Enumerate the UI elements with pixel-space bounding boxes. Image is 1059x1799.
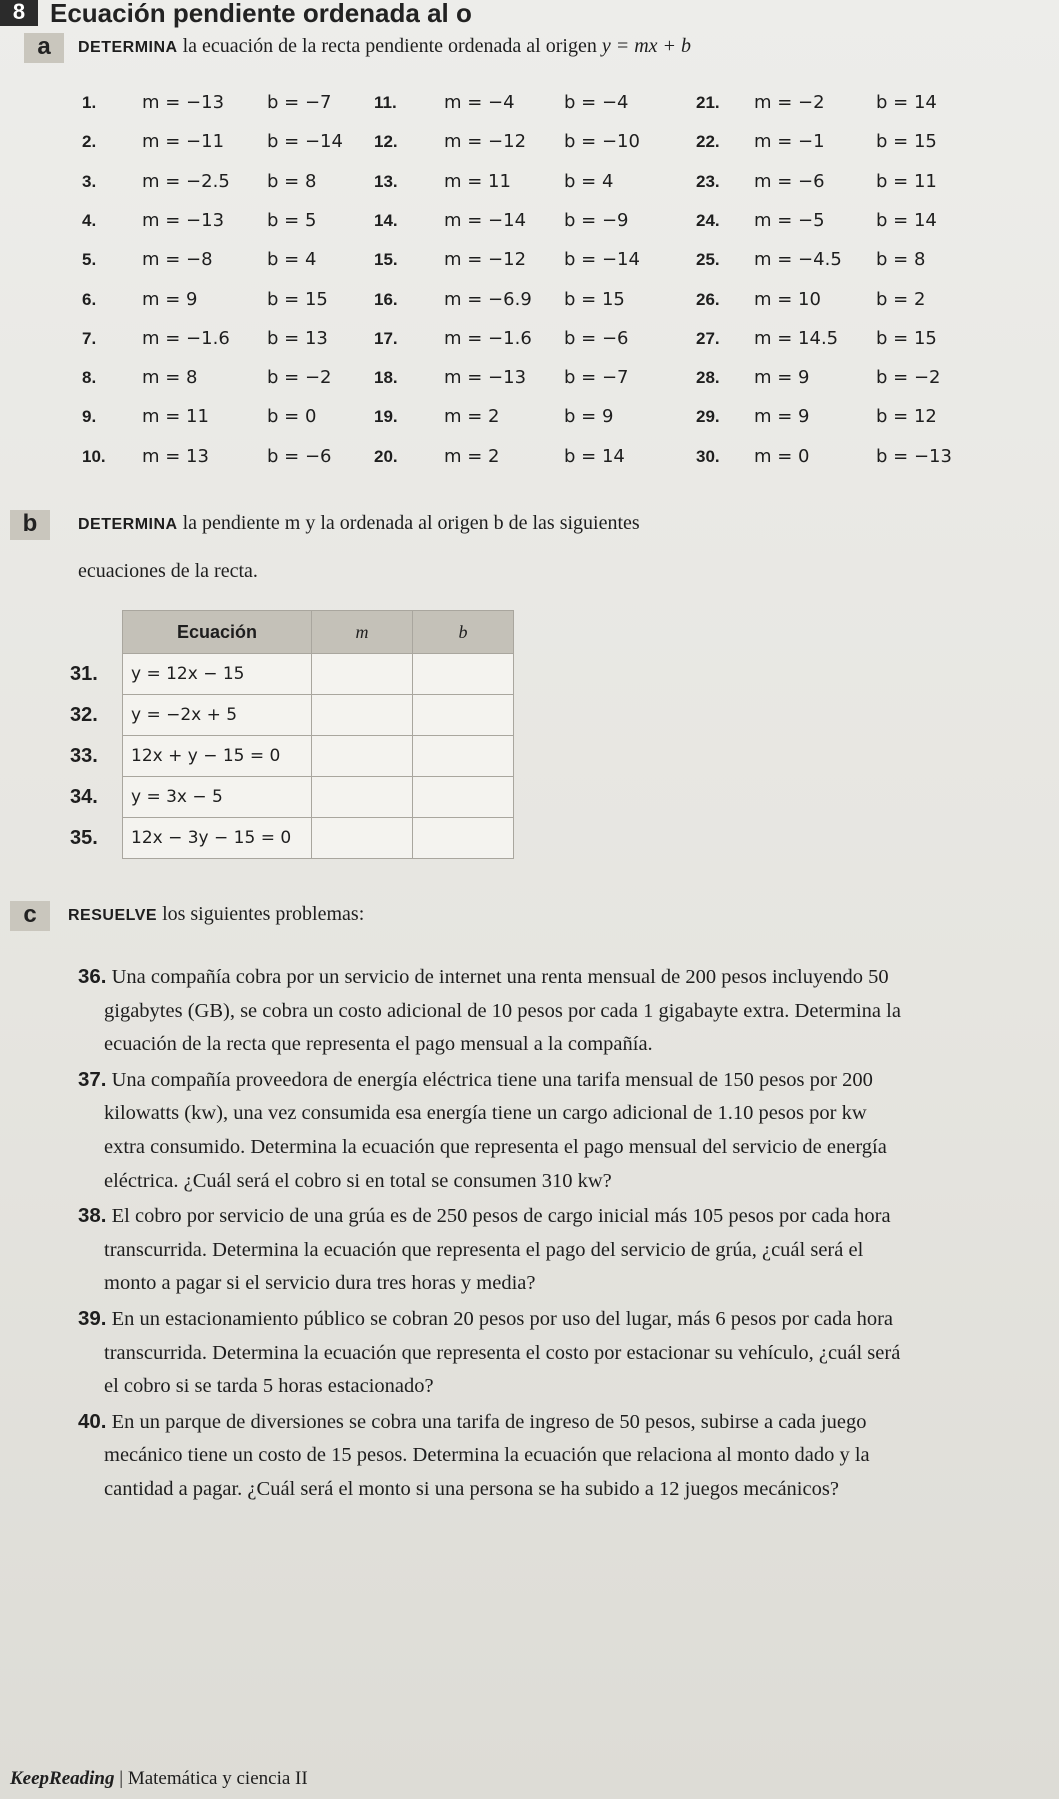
slope-value: m = 0	[754, 445, 810, 467]
intercept-answer-cell[interactable]	[413, 654, 514, 695]
slope-answer-cell[interactable]	[312, 818, 413, 859]
intercept-value: b = 5	[267, 209, 317, 231]
problem-number: 19.	[374, 407, 398, 427]
problem-number: 26.	[696, 289, 720, 309]
problem-number: 14.	[374, 210, 398, 230]
footer-brand: KeepReading	[10, 1768, 115, 1789]
intercept-answer-cell[interactable]	[413, 818, 514, 859]
equation-table-body	[123, 654, 514, 859]
intercept-value: b = 0	[267, 406, 317, 428]
problem-number: 24.	[696, 210, 720, 230]
slope-value: m = 11	[142, 406, 209, 428]
slope-value: m = −2	[754, 92, 825, 113]
intercept-value: b = −4	[564, 92, 629, 113]
problem-number: 18.	[374, 368, 398, 388]
section-b-keyword: DETERMINA	[78, 516, 178, 533]
problem-13	[374, 171, 634, 197]
problem-number: 9.	[82, 407, 97, 427]
slope-value: m = −13	[142, 209, 225, 231]
problem-number: 21.	[696, 93, 720, 112]
equation-row-35	[123, 818, 514, 859]
equation-table	[122, 610, 514, 859]
section-c-keyword: RESUELVE	[68, 907, 158, 924]
header-equation: Ecuación	[123, 611, 312, 654]
intercept-value: b = −14	[267, 131, 343, 153]
section-a-label: a	[24, 33, 64, 63]
intercept-value: b = 4	[267, 249, 317, 271]
slope-value: m = −2.5	[142, 170, 230, 192]
slope-value: m = −13	[444, 367, 527, 389]
unit-header	[0, 0, 1059, 26]
slope-value: m = 11	[444, 170, 511, 192]
word-problems	[78, 960, 908, 1508]
intercept-value: b = −2	[876, 367, 941, 389]
problem-15	[374, 249, 640, 275]
intercept-value: b = 4	[564, 170, 614, 192]
problem-28	[696, 367, 956, 393]
intercept-value: b = 9	[564, 406, 614, 428]
slope-value: m = −4	[444, 92, 515, 113]
problem-8	[82, 367, 342, 393]
section-a-keyword: DETERMINA	[78, 39, 178, 56]
problem-9	[82, 406, 342, 432]
word-problem-number: 36.	[78, 965, 107, 988]
problem-11	[374, 92, 634, 118]
word-problem-text: En un parque de diversiones se cobra una tarifa de ingreso de 50 pesos, subirse a cada juego mecánico tiene un costo de 15 pesos. Determina la ecuación que relaciona al monto dado y la cantidad a pagar. ¿Cuál será el monto si una persona se ha subido a 12 juegos mecánicos?	[104, 1410, 870, 1500]
equation-cell: y = 3x − 5	[123, 777, 312, 818]
unit-title: Ecuación pendiente ordenada al o	[50, 0, 472, 28]
problem-number: 17.	[374, 328, 398, 348]
header-m: m	[312, 611, 413, 654]
intercept-value: b = 15	[876, 327, 937, 349]
word-problem-number: 40.	[78, 1409, 107, 1433]
problem-number: 6.	[82, 289, 97, 309]
slope-value: m = −12	[444, 131, 527, 153]
slope-value: m = −8	[142, 249, 213, 271]
problem-number: 11.	[374, 93, 397, 112]
problem-number: 16.	[374, 289, 398, 309]
problem-27	[696, 328, 956, 354]
intercept-value: b = −9	[564, 209, 629, 231]
slope-answer-cell[interactable]	[312, 777, 413, 818]
problem-number: 13.	[374, 171, 398, 191]
slope-value: m = −6.9	[444, 288, 532, 310]
section-b-text: la pendiente m y la ordenada al origen b de las siguientes	[177, 512, 640, 534]
slope-value: m = −6	[754, 170, 825, 192]
problem-number: 28.	[696, 368, 720, 388]
section-b-instruction-line2: ecuaciones de la recta.	[78, 560, 258, 582]
equation-cell: 12x − 3y − 15 = 0	[123, 818, 312, 859]
section-a-formula: y = mx + b	[601, 35, 692, 57]
problem-number: 23.	[696, 171, 720, 191]
word-problem-text: En un estacionamiento público se cobran 20 pesos por uso del lugar, más 6 pesos por cada hora transcurrida. Determina la ecuación que representa el costo por estacionar su vehículo, ¿cuál será el cobro si se tarda 5 horas estacionado?	[104, 1307, 901, 1398]
problem-number: 20.	[374, 446, 398, 466]
problem-number: 15.	[374, 250, 398, 270]
page-footer	[10, 1768, 308, 1790]
word-problem-number: 37.	[78, 1067, 107, 1091]
word-problem-number: 38.	[78, 1204, 107, 1228]
slope-value: m = −1.6	[142, 327, 230, 349]
intercept-value: b = 8	[267, 170, 317, 192]
slope-answer-cell[interactable]	[312, 695, 413, 736]
equation-row-number: 32.	[70, 704, 98, 726]
problem-number: 10.	[82, 446, 106, 466]
slope-value: m = −12	[444, 249, 527, 271]
slope-value: m = 14.5	[754, 327, 839, 349]
equation-row-33	[123, 736, 514, 777]
equation-row-number: 35.	[70, 827, 98, 849]
equation-row-32	[123, 695, 514, 736]
intercept-value: b = 15	[564, 288, 625, 310]
intercept-answer-cell[interactable]	[413, 777, 514, 818]
problem-29	[696, 406, 956, 432]
intercept-value: b = 11	[876, 170, 937, 192]
section-b-instruction	[78, 512, 640, 535]
section-a-instruction	[78, 35, 691, 58]
footer-separator: |	[114, 1768, 128, 1789]
problem-number: 30.	[696, 446, 720, 466]
intercept-value: b = −13	[876, 445, 952, 467]
problem-6	[82, 289, 342, 315]
word-problem-40	[78, 1405, 908, 1507]
equation-row-34	[123, 777, 514, 818]
problem-14	[374, 210, 634, 236]
intercept-value: b = −6	[267, 445, 332, 467]
slope-value: m = 13	[142, 445, 209, 467]
problem-1	[82, 92, 342, 118]
problem-25	[696, 249, 956, 275]
intercept-value: b = 2	[876, 288, 926, 310]
problem-number: 27.	[696, 328, 720, 348]
problem-30	[696, 446, 956, 472]
word-problem-number: 39.	[78, 1306, 107, 1330]
footer-book: Matemática y ciencia II	[127, 1768, 308, 1789]
problem-17	[374, 328, 634, 354]
intercept-value: b = 14	[876, 209, 937, 231]
slope-value: m = 9	[142, 288, 198, 310]
intercept-value: b = 15	[267, 288, 328, 310]
problem-number: 1.	[82, 93, 97, 112]
header-b: b	[413, 611, 514, 654]
problem-number: 22.	[696, 132, 720, 152]
intercept-value: b = 15	[876, 131, 937, 153]
slope-value: m = −11	[142, 131, 225, 153]
problem-number: 7.	[82, 328, 97, 348]
problem-number: 2.	[82, 132, 97, 152]
intercept-value: b = −6	[564, 327, 629, 349]
intercept-value: b = −2	[267, 367, 332, 389]
equation-cell: y = 12x − 15	[123, 654, 312, 695]
slope-answer-cell[interactable]	[312, 654, 413, 695]
equation-row-31	[123, 654, 514, 695]
section-a-text: la ecuación de la recta pendiente ordenada al origen	[177, 35, 602, 57]
problem-number: 4.	[82, 210, 97, 230]
problem-26	[696, 289, 956, 315]
equation-cell: y = −2x + 5	[123, 695, 312, 736]
intercept-value: b = −14	[564, 249, 640, 271]
problem-7	[82, 328, 342, 354]
word-problem-37	[78, 1063, 908, 1198]
problem-24	[696, 210, 956, 236]
problem-5	[82, 249, 342, 275]
problem-number: 3.	[82, 171, 97, 191]
slope-value: m = 9	[754, 406, 810, 428]
slope-value: m = 10	[754, 288, 821, 310]
slope-value: m = −4.5	[754, 249, 842, 271]
word-problem-38	[78, 1199, 908, 1301]
slope-value: m = 9	[754, 367, 810, 389]
unit-number: 8	[0, 0, 38, 26]
intercept-value: b = 12	[876, 406, 937, 428]
intercept-value: b = 14	[564, 445, 625, 467]
slope-value: m = 2	[444, 445, 500, 467]
slope-value: m = −14	[444, 209, 527, 231]
word-problem-text: Una compañía proveedora de energía eléctrica tiene una tarifa mensual de 150 pesos por 200 kilowatts (kw), una vez consumida esa energía tiene un cargo adicional de 1.10 pesos por kw extra consumido. Determina la ecuación que representa el pago mensual del servicio de energía eléctrica. ¿Cuál será el cobro si en total se consumen 310 kw?	[104, 1068, 887, 1192]
slope-value: m = −1.6	[444, 327, 532, 349]
section-b-label: b	[10, 510, 50, 540]
word-problem-text: El cobro por servicio de una grúa es de 250 pesos de cargo inicial más 105 pesos por cada hora transcurrida. Determina la ecuación que representa el pago del servicio de grúa, ¿cuál será el monto a pagar si el servicio dura tres horas y media?	[104, 1205, 891, 1295]
slope-value: m = 8	[142, 367, 198, 389]
problem-number: 29.	[696, 407, 720, 427]
problem-2	[82, 131, 342, 157]
problem-18	[374, 367, 634, 393]
problem-number: 5.	[82, 250, 97, 270]
problem-3	[82, 171, 342, 197]
section-c-text: los siguientes problemas:	[157, 903, 365, 925]
intercept-value: b = 14	[876, 92, 937, 113]
section-c-instruction	[68, 903, 364, 926]
section-c-label: c	[10, 901, 50, 931]
problem-10	[82, 446, 342, 472]
equation-row-number: 33.	[70, 745, 98, 767]
equation-row-number: 31.	[70, 663, 98, 685]
problem-number: 12.	[374, 132, 398, 152]
word-problem-text: Una compañía cobra por un servicio de internet una renta mensual de 200 pesos incluyendo 50 gigabytes (GB), se cobra un costo adicional de 10 pesos por cada 1 gigabayte extra. Determina la ecuación de la recta que representa el pago mensual a la compañía.	[104, 966, 901, 1056]
slope-value: m = −5	[754, 209, 825, 231]
slope-answer-cell[interactable]	[312, 736, 413, 777]
slope-value: m = −13	[142, 92, 225, 113]
word-problem-39	[78, 1302, 908, 1404]
problem-22	[696, 131, 956, 157]
problem-23	[696, 171, 956, 197]
intercept-value: b = −7	[267, 92, 332, 113]
slope-value: m = 2	[444, 406, 500, 428]
problem-19	[374, 406, 634, 432]
problem-12	[374, 131, 640, 157]
problem-4	[82, 210, 342, 236]
intercept-answer-cell[interactable]	[413, 736, 514, 777]
equation-cell: 12x + y − 15 = 0	[123, 736, 312, 777]
problem-20	[374, 446, 634, 472]
problem-21	[696, 92, 956, 118]
intercept-value: b = −7	[564, 367, 629, 389]
intercept-value: b = 13	[267, 327, 328, 349]
problem-16	[374, 289, 634, 315]
equation-row-number: 34.	[70, 786, 98, 808]
equation-table-header	[123, 611, 514, 654]
problem-number: 8.	[82, 368, 97, 388]
slope-value: m = −1	[754, 131, 825, 153]
word-problem-36	[78, 960, 908, 1062]
intercept-answer-cell[interactable]	[413, 695, 514, 736]
intercept-value: b = 8	[876, 249, 926, 271]
intercept-value: b = −10	[564, 131, 640, 153]
problem-number: 25.	[696, 250, 720, 270]
